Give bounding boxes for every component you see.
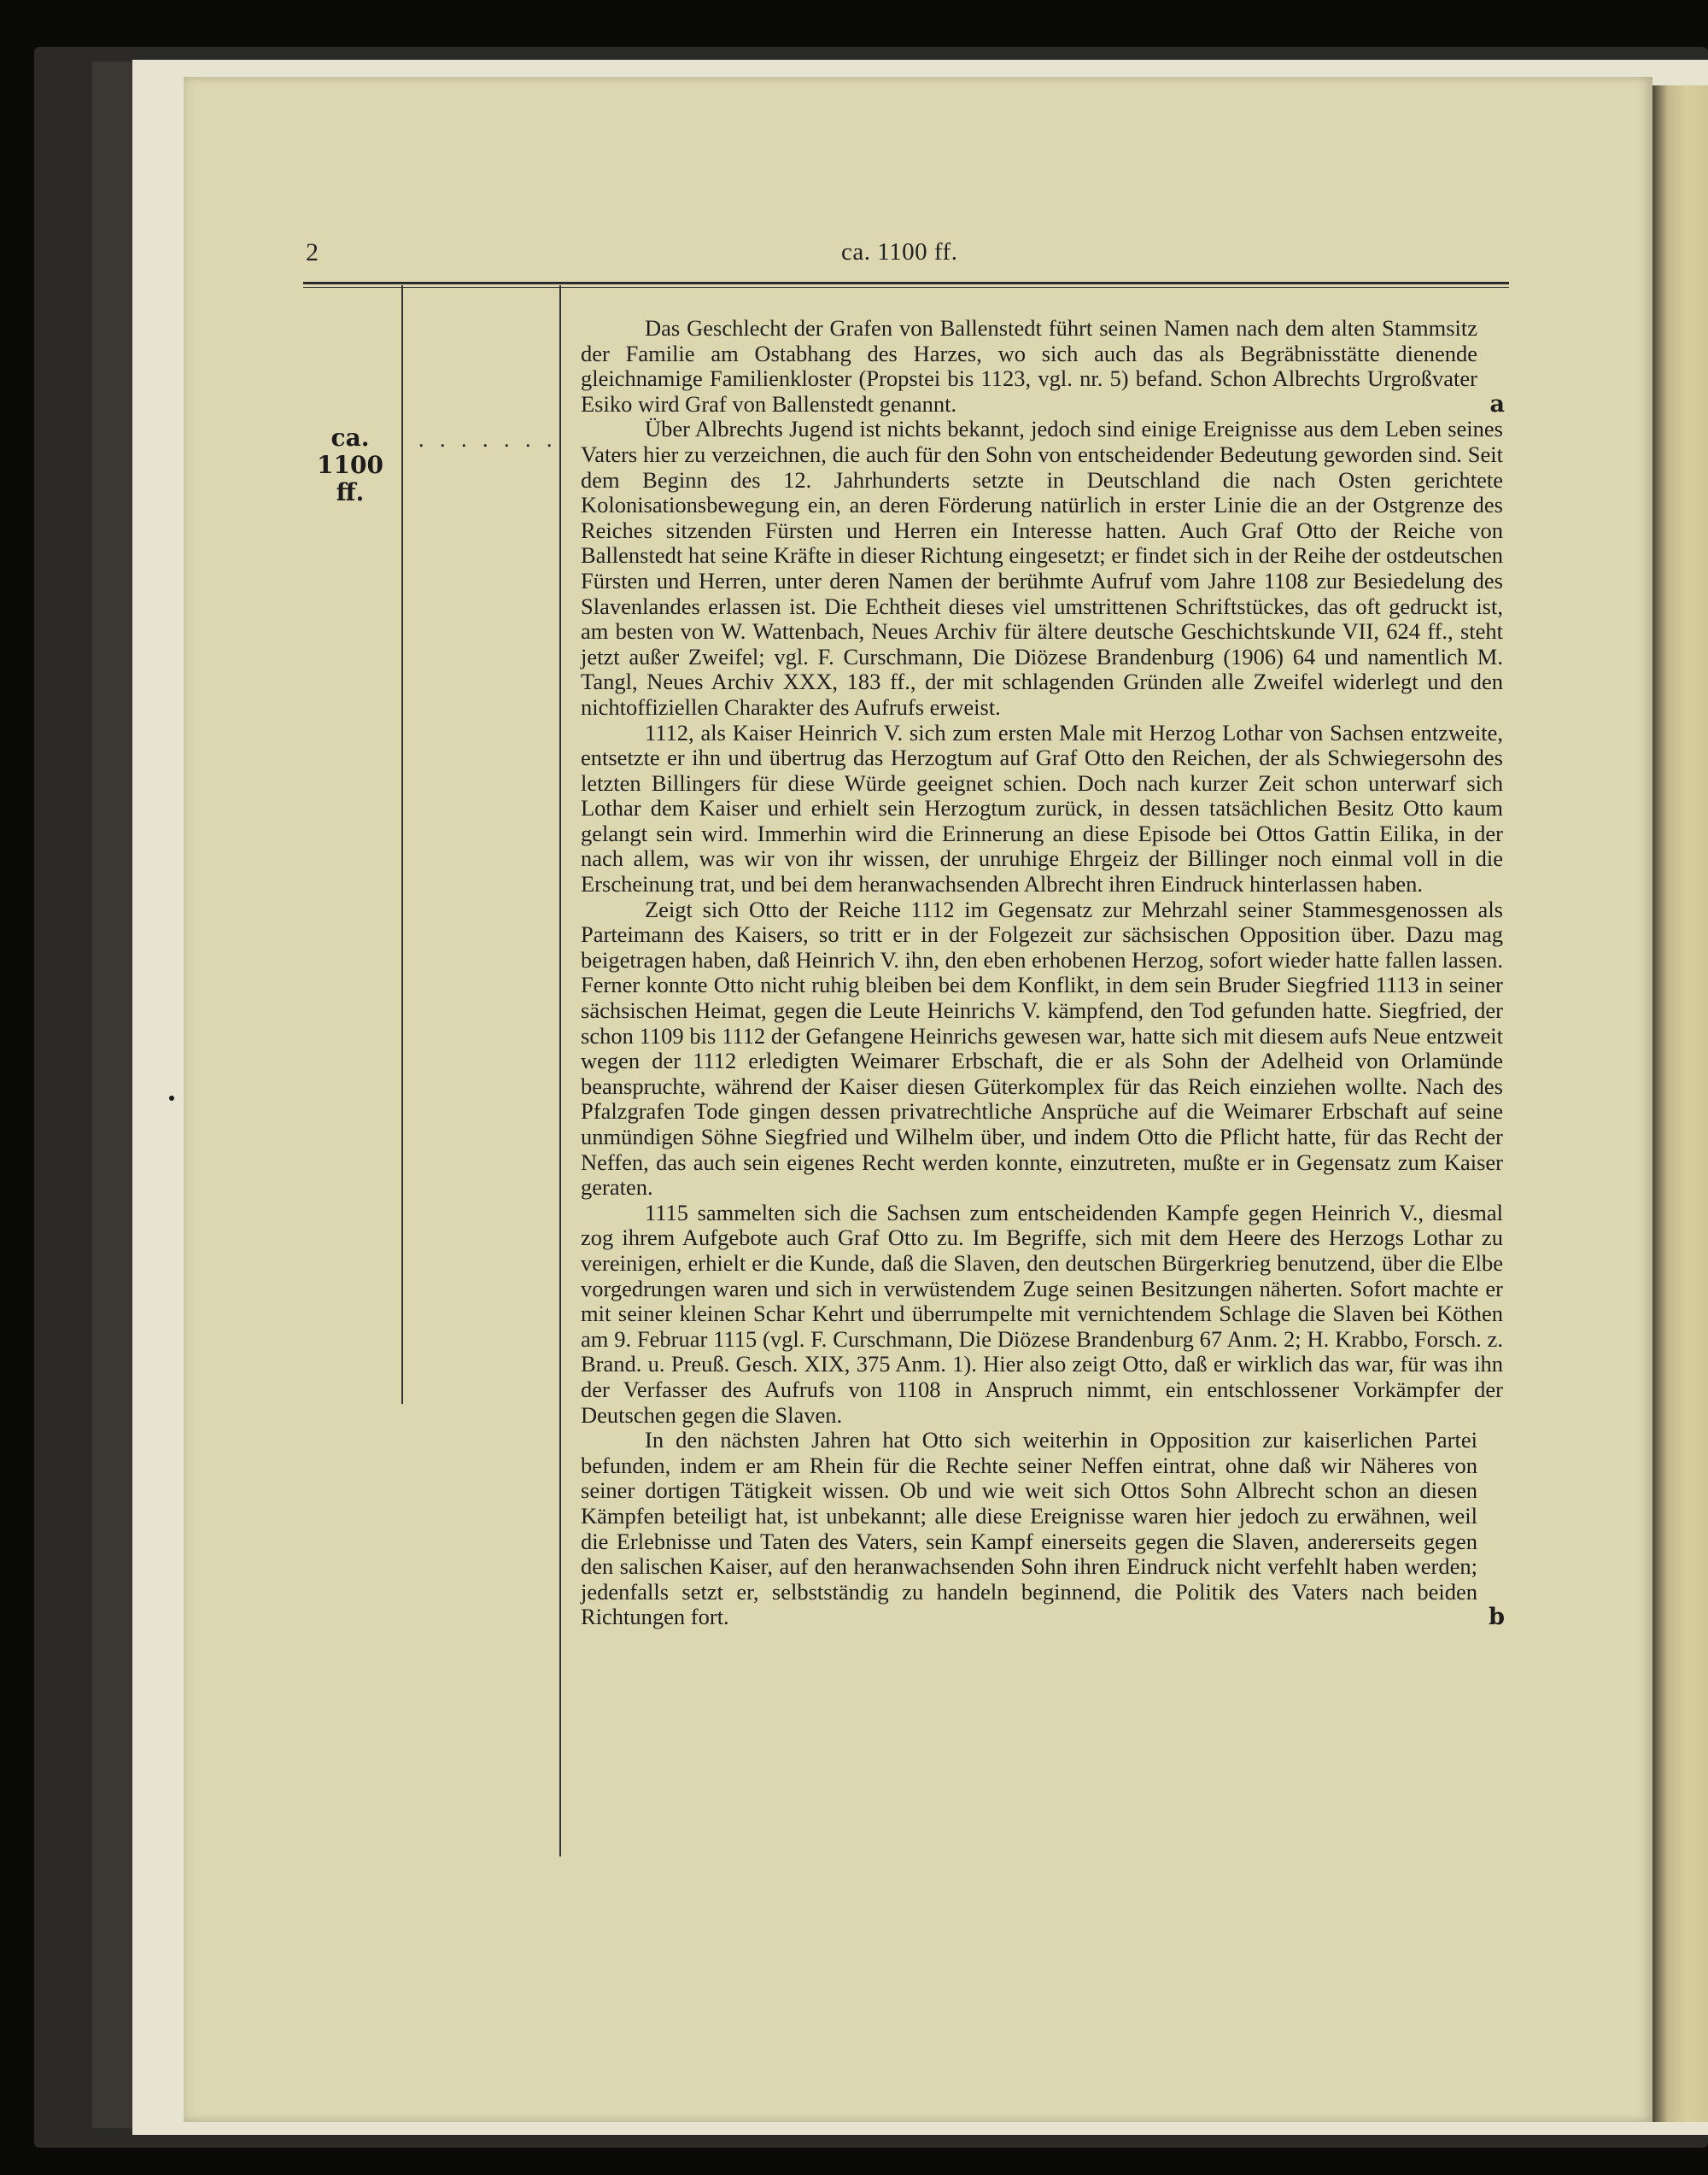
paragraph-text: Zeigt sich Otto der Reiche 1112 im Gegensatz zur Mehrzahl seiner Stammesgenossen als Parteimann des Kaisers, so tritt er in der Folgezeit zur sächsischen Opposition über. Dazu mag beigetragen haben, daß Heinrich V. ihn, den eben erhobenen Herzog, sofort wieder hatte fallen lassen. Ferner konnte Otto nicht ruhig bleiben bei dem Konflikt, in dem sein Bruder Siegfried 1113 in seiner sächsischen Heimat, gegen die Leute Heinrichs V. kämpfend, den Tod gefunden hatte. Siegfried, der schon 1109 bis 1112 der Gefangene Heinrichs gewesen war, hatte sich mit diesem aufs Neue entzweit wegen der 1112 erledigten Weimarer Erbschaft, die er als Sohn der Adelheid von Orlamünde beanspruchte, während der Kaiser diesen Güterkomplex für das Reich einziehen wollte. Nach des Pfalzgrafen Tode gingen dessen privatrechtliche Ansprüche auf die Weimarer Erbschaft auf seine unmündigen Söhne Siegfried und Wilhelm über, und indem Otto die Pflicht hatte, für das Recht der Neffen, das auch sein eigenes Recht werden konnte, einzutreten, mußte er in Gegensatz zum Kaiser geraten. bbox=[581, 896, 1503, 1201]
column-divider-text bbox=[559, 285, 561, 1856]
margin-date bbox=[299, 424, 401, 506]
margin-date-line2: ff. bbox=[336, 478, 365, 506]
paragraph-mark-a: a bbox=[1489, 390, 1505, 418]
margin-leader-dots: . . . . . . . bbox=[418, 427, 558, 452]
header-rule bbox=[303, 282, 1509, 284]
column-divider-date bbox=[401, 285, 403, 1404]
page-number: 2 bbox=[306, 238, 319, 266]
paragraph-2 bbox=[581, 417, 1503, 720]
stray-dot bbox=[169, 1096, 174, 1101]
paragraph-text: 1112, als Kaiser Heinrich V. sich zum ersten Male mit Herzog Lothar von Sachsen entzweite, entsetzte er ihn und übertrug das Herzogtum auf Graf Otto den Reichen, der als Schwiegersohn des letzten Billingers für diese Würde geeignet schien. Doch nach kurzer Zeit schon unterwarf sich Lothar dem Kaiser und erhielt sein Herzogtum zurück, in dessen tatsächlichen Besitz Otto kaum gelangt sein wird. Immerhin wird die Erinnerung an diese Episode bei Ottos Gattin Eilika, in der nach allem, was wir von ihr wissen, der unruhige Ehrgeiz der Billinger noch einmal voll in die Erscheinung trat, und bei dem heranwachsenden Albrecht ihren Eindruck hinterlassen haben. bbox=[581, 719, 1503, 897]
paragraph-text: In den nächsten Jahren hat Otto sich weiterhin in Opposition zur kaiserlichen Partei befunden, indem er am Rhein für die Rechte seiner Neffen eintrat, ohne daß wir Näheres von seiner dortigen Tätigkeit wissen. Ob und wie weit sich Ottos Sohn Albrecht schon an diesen Kämpfen beteiligt hat, ist unbekannt; alle diese Ereignisse waren hier jedoch zu erwähnen, weil die Erlebnisse und Taten des Vaters, sein Kampf einerseits gegen die Slaven, andererseits gegen den salischen Kaiser, auf den heranwachsenden Sohn ihren Eindruck nicht verfehlt haben werden; jedenfalls setzt er, selbstständig zu handeln beginnend, die Politik des Vaters nach beiden Richtungen fort. bbox=[581, 1427, 1477, 1630]
paragraph-4 bbox=[581, 897, 1503, 1201]
paragraph-text: 1115 sammelten sich die Sachsen zum entscheidenden Kampfe gegen Heinrich V., diesmal zog ihrem Aufgebote auch Graf Otto zu. Im Begriffe, sich mit dem Heere des Herzogs Lothar zu vereinigen, erhielt er die Kunde, daß die Slaven, den deutschen Bürgerkrieg benutzend, über die Elbe vorgedrungen waren und sich in verwüstendem Zuge seinen Besitzungen näherten. Sofort machte er mit seiner kleinen Schar Kehrt und überrumpelte mit vernichtendem Schlage die Slaven bei Köthen am 9. Februar 1115 (vgl. F. Curschmann, Die Diözese Brandenburg 67 Anm. 2; H. Krabbo, Forsch. z. Brand. u. Preuß. Gesch. XIX, 375 Anm. 1). Hier also zeigt Otto, daß er wirklich das war, für was ihn der Verfasser des Aufrufs von 1108 in Anspruch nimmt, ein entschlossener Vorkämpfer der Deutschen gegen die Slaven. bbox=[581, 1199, 1503, 1428]
body-text bbox=[581, 316, 1503, 1630]
paragraph-text: Das Geschlecht der Grafen von Ballenstedt führt seinen Namen nach dem alten Stammsitz der Familie am Ostabhang des Harzes, wo sich auch das als Begräbnisstätte dienende gleichnamige Familienkloster (Propstei bis 1123, vgl. nr. 5) befand. Schon Albrechts Urgroßvater Esiko wird Graf von Ballenstedt genannt. bbox=[581, 315, 1477, 417]
margin-date-line1: ca. 1100 bbox=[317, 424, 383, 479]
paragraph-3 bbox=[581, 721, 1503, 897]
paragraph-1 bbox=[581, 316, 1503, 417]
header-rule-thin bbox=[303, 287, 1509, 288]
paragraph-mark-b: b bbox=[1489, 1604, 1505, 1631]
paragraph-text: Über Albrechts Jugend ist nichts bekannt, jedoch sind einige Ereignisse aus dem Leben seines Vaters hier zu verzeichnen, die auch für den Sohn von entscheidender Bedeutung geworden sind. Seit dem Beginn des 12. Jahrhunderts setzte in Deutschland die nach Osten gerichtete Kolonisationsbewegung ein, an deren Förderung natürlich in erster Linie die an der Ostgrenze des Reiches sitzenden Fürsten und Herren ein Interesse hatten. Auch Graf Otto der Reiche von Ballenstedt hat seine Kräfte in dieser Richtung eingesetzt; er findet sich in der Reihe der ostdeutschen Fürsten und Herren, unter deren Namen der berühmte Aufruf vom Jahre 1108 zur Besiedelung des Slavenlandes erlassen ist. Die Echtheit dieses viel umstrittenen Schriftstückes, das oft gedruckt ist, am besten von W. Wattenbach, Neues Archiv für ältere deutsche Geschichtskunde VII, 624 ff., steht jetzt außer Zweifel; vgl. F. Curschmann, Die Diözese Brandenburg (1906) 64 und namentlich M. Tangl, Neues Archiv XXX, 183 ff., der mit schlagenden Gründen alle Zweifel widerlegt und den nichtoffiziellen Charakter des Aufrufs erweist. bbox=[581, 416, 1503, 720]
adjacent-page-edge bbox=[1652, 85, 1708, 2122]
paragraph-6 bbox=[581, 1428, 1503, 1630]
running-head: ca. 1100 ff. bbox=[841, 238, 958, 266]
paragraph-5 bbox=[581, 1201, 1503, 1428]
